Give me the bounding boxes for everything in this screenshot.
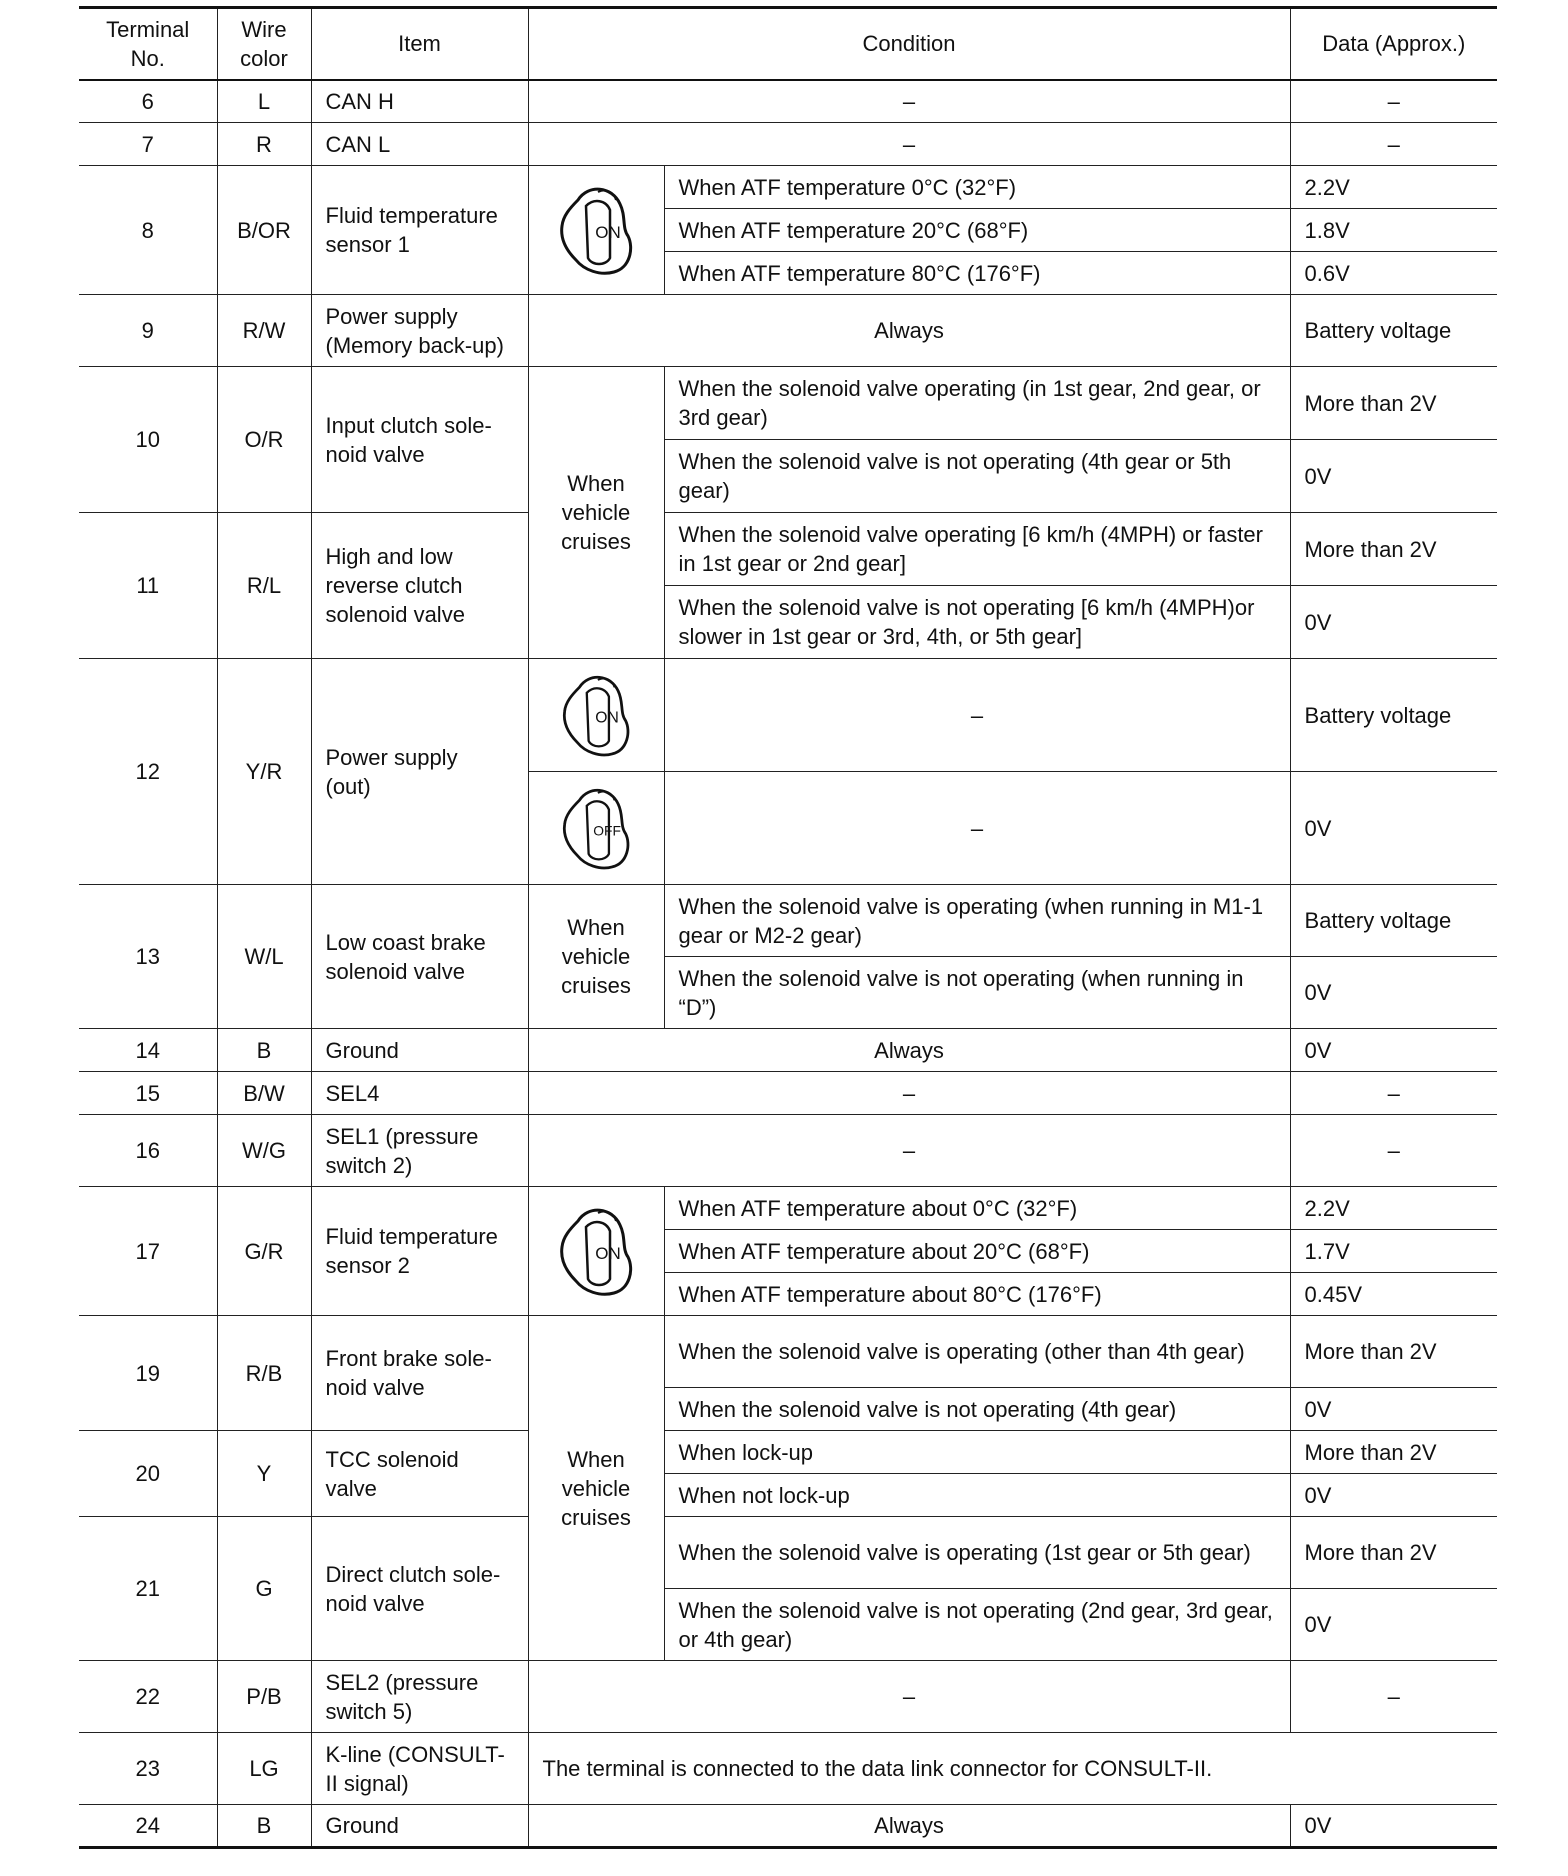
terminal-no: 20 xyxy=(79,1431,217,1517)
table-row xyxy=(79,659,1497,772)
data-value: 2.2V xyxy=(1290,1187,1497,1230)
table-row xyxy=(79,166,1497,209)
wire-color: L xyxy=(217,80,311,123)
when-vehicle-cruises: When vehicle cruises xyxy=(528,367,664,659)
data-value: – xyxy=(1290,1115,1497,1187)
header-wire-color: Wire color xyxy=(217,8,311,80)
condition: Always xyxy=(528,1029,1290,1072)
condition: Always xyxy=(528,1805,1290,1848)
wire-color: G/R xyxy=(217,1187,311,1316)
terminal-no: 22 xyxy=(79,1661,217,1733)
terminal-data-table xyxy=(79,6,1497,1849)
data-value: 0V xyxy=(1290,1029,1497,1072)
terminal-no: 19 xyxy=(79,1316,217,1431)
data-value: 0V xyxy=(1290,1805,1497,1848)
wire-color: G xyxy=(217,1517,311,1661)
header-item: Item xyxy=(311,8,528,80)
condition: When ATF temperature about 80°C (176°F) xyxy=(664,1273,1290,1316)
condition: – xyxy=(664,659,1290,772)
data-value: – xyxy=(1290,1072,1497,1115)
data-value: More than 2V xyxy=(1290,367,1497,440)
ignition-on-icon xyxy=(528,659,664,772)
terminal-no: 6 xyxy=(79,80,217,123)
table-row xyxy=(79,1431,1497,1474)
terminal-no: 14 xyxy=(79,1029,217,1072)
terminal-no: 17 xyxy=(79,1187,217,1316)
item: CAN H xyxy=(311,80,528,123)
data-value: – xyxy=(1290,123,1497,166)
condition: When the solenoid valve is operating (other than 4th gear) xyxy=(664,1316,1290,1388)
data-value: Battery voltage xyxy=(1290,659,1497,772)
item: Ground xyxy=(311,1029,528,1072)
data-value: 0.6V xyxy=(1290,252,1497,295)
condition: When lock-up xyxy=(664,1431,1290,1474)
when-vehicle-cruises: When vehicle cruises xyxy=(528,885,664,1029)
data-value: 0V xyxy=(1290,586,1497,659)
item: Front brake sole- noid valve xyxy=(311,1316,528,1431)
terminal-no: 10 xyxy=(79,367,217,513)
ignition-off-icon xyxy=(528,772,664,885)
condition: When not lock-up xyxy=(664,1474,1290,1517)
data-value: More than 2V xyxy=(1290,1316,1497,1388)
item: Fluid temperature sensor 2 xyxy=(311,1187,528,1316)
wire-color: B xyxy=(217,1029,311,1072)
svg-text:ON: ON xyxy=(595,709,619,727)
data-value: More than 2V xyxy=(1290,1517,1497,1589)
data-value: More than 2V xyxy=(1290,513,1497,586)
condition: – xyxy=(528,1661,1290,1733)
table-row xyxy=(79,367,1497,440)
item: SEL2 (pressure switch 5) xyxy=(311,1661,528,1733)
data-value: – xyxy=(1290,1661,1497,1733)
terminal-no: 7 xyxy=(79,123,217,166)
condition: Always xyxy=(528,295,1290,367)
svg-text:ON: ON xyxy=(595,223,621,242)
table-row xyxy=(79,1661,1497,1733)
data-value: 2.2V xyxy=(1290,166,1497,209)
item: Input clutch sole- noid valve xyxy=(311,367,528,513)
wire-color: Y xyxy=(217,1431,311,1517)
condition: When ATF temperature 20°C (68°F) xyxy=(664,209,1290,252)
condition: When ATF temperature 0°C (32°F) xyxy=(664,166,1290,209)
condition: When the solenoid valve operating [6 km/h (4MPH) or faster in 1st gear or 2nd gear] xyxy=(664,513,1290,586)
wire-color: B/OR xyxy=(217,166,311,295)
condition: When the solenoid valve is not operating [6 km/h (4MPH)or slower in 1st gear or 3rd, 4th, or 5th gear] xyxy=(664,586,1290,659)
data-value: 0V xyxy=(1290,1388,1497,1431)
svg-text:OFF: OFF xyxy=(593,822,621,839)
terminal-no: 9 xyxy=(79,295,217,367)
wire-color: W/G xyxy=(217,1115,311,1187)
table-row xyxy=(79,123,1497,166)
condition: When ATF temperature about 20°C (68°F) xyxy=(664,1230,1290,1273)
table-row xyxy=(79,80,1497,123)
table-row xyxy=(79,1072,1497,1115)
data-value: 0V xyxy=(1290,957,1497,1029)
item: K-line (CONSULT- II signal) xyxy=(311,1733,528,1805)
condition: When ATF temperature 80°C (176°F) xyxy=(664,252,1290,295)
data-value: 0V xyxy=(1290,440,1497,513)
terminal-no: 16 xyxy=(79,1115,217,1187)
terminal-no: 23 xyxy=(79,1733,217,1805)
condition: – xyxy=(528,80,1290,123)
wire-color: R/B xyxy=(217,1316,311,1431)
condition: When the solenoid valve is operating (when running in M1-1 gear or M2-2 gear) xyxy=(664,885,1290,957)
item: Ground xyxy=(311,1805,528,1848)
data-value: 0V xyxy=(1290,1474,1497,1517)
svg-text:ON: ON xyxy=(595,1244,621,1263)
condition: When the solenoid valve is not operating (4th gear or 5th gear) xyxy=(664,440,1290,513)
condition: – xyxy=(528,1072,1290,1115)
condition: – xyxy=(664,772,1290,885)
wire-color: LG xyxy=(217,1733,311,1805)
item: Power supply (out) xyxy=(311,659,528,885)
data-value: – xyxy=(1290,80,1497,123)
wire-color: R xyxy=(217,123,311,166)
header-data: Data (Approx.) xyxy=(1290,8,1497,80)
item: Fluid temperature sensor 1 xyxy=(311,166,528,295)
header-terminal-no: Terminal No. xyxy=(79,8,217,80)
data-value: Battery voltage xyxy=(1290,295,1497,367)
condition: When the solenoid valve is not operating (2nd gear, 3rd gear, or 4th gear) xyxy=(664,1589,1290,1661)
wire-color: R/W xyxy=(217,295,311,367)
item: High and low reverse clutch solenoid valve xyxy=(311,513,528,659)
item: Power supply (Memory back-up) xyxy=(311,295,528,367)
data-value: More than 2V xyxy=(1290,1431,1497,1474)
terminal-no: 11 xyxy=(79,513,217,659)
terminal-no: 21 xyxy=(79,1517,217,1661)
data-value: 1.8V xyxy=(1290,209,1497,252)
item: SEL1 (pressure switch 2) xyxy=(311,1115,528,1187)
condition: When the solenoid valve operating (in 1st gear, 2nd gear, or 3rd gear) xyxy=(664,367,1290,440)
item: TCC solenoid valve xyxy=(311,1431,528,1517)
table-row xyxy=(79,1187,1497,1230)
condition: – xyxy=(528,1115,1290,1187)
terminal-no: 8 xyxy=(79,166,217,295)
wire-color: O/R xyxy=(217,367,311,513)
terminal-no: 12 xyxy=(79,659,217,885)
wire-color: B xyxy=(217,1805,311,1848)
data-value: 0V xyxy=(1290,772,1497,885)
table-row xyxy=(79,1733,1497,1805)
item: CAN L xyxy=(311,123,528,166)
terminal-no: 15 xyxy=(79,1072,217,1115)
table-row xyxy=(79,1517,1497,1589)
condition: – xyxy=(528,123,1290,166)
condition: When the solenoid valve is operating (1st gear or 5th gear) xyxy=(664,1517,1290,1589)
wire-color: P/B xyxy=(217,1661,311,1733)
table-row xyxy=(79,1316,1497,1388)
table-row xyxy=(79,1115,1497,1187)
ignition-on-icon xyxy=(528,166,664,295)
ignition-on-icon xyxy=(528,1187,664,1316)
table-row xyxy=(79,1805,1497,1848)
condition: When the solenoid valve is not operating (when running in “D”) xyxy=(664,957,1290,1029)
item: Direct clutch sole- noid valve xyxy=(311,1517,528,1661)
terminal-no: 13 xyxy=(79,885,217,1029)
table-row xyxy=(79,513,1497,586)
data-value: 0.45V xyxy=(1290,1273,1497,1316)
wire-color: Y/R xyxy=(217,659,311,885)
table-row xyxy=(79,295,1497,367)
header-condition: Condition xyxy=(528,8,1290,80)
table-row xyxy=(79,885,1497,957)
data-value: 1.7V xyxy=(1290,1230,1497,1273)
terminal-no: 24 xyxy=(79,1805,217,1848)
condition: When ATF temperature about 0°C (32°F) xyxy=(664,1187,1290,1230)
item: SEL4 xyxy=(311,1072,528,1115)
condition: The terminal is connected to the data link connector for CONSULT-II. xyxy=(528,1733,1497,1805)
item: Low coast brake solenoid valve xyxy=(311,885,528,1029)
wire-color: W/L xyxy=(217,885,311,1029)
wire-color: B/W xyxy=(217,1072,311,1115)
when-vehicle-cruises: When vehicle cruises xyxy=(528,1316,664,1661)
table-row xyxy=(79,1029,1497,1072)
data-value: Battery voltage xyxy=(1290,885,1497,957)
wire-color: R/L xyxy=(217,513,311,659)
data-value: 0V xyxy=(1290,1589,1497,1661)
condition: When the solenoid valve is not operating (4th gear) xyxy=(664,1388,1290,1431)
